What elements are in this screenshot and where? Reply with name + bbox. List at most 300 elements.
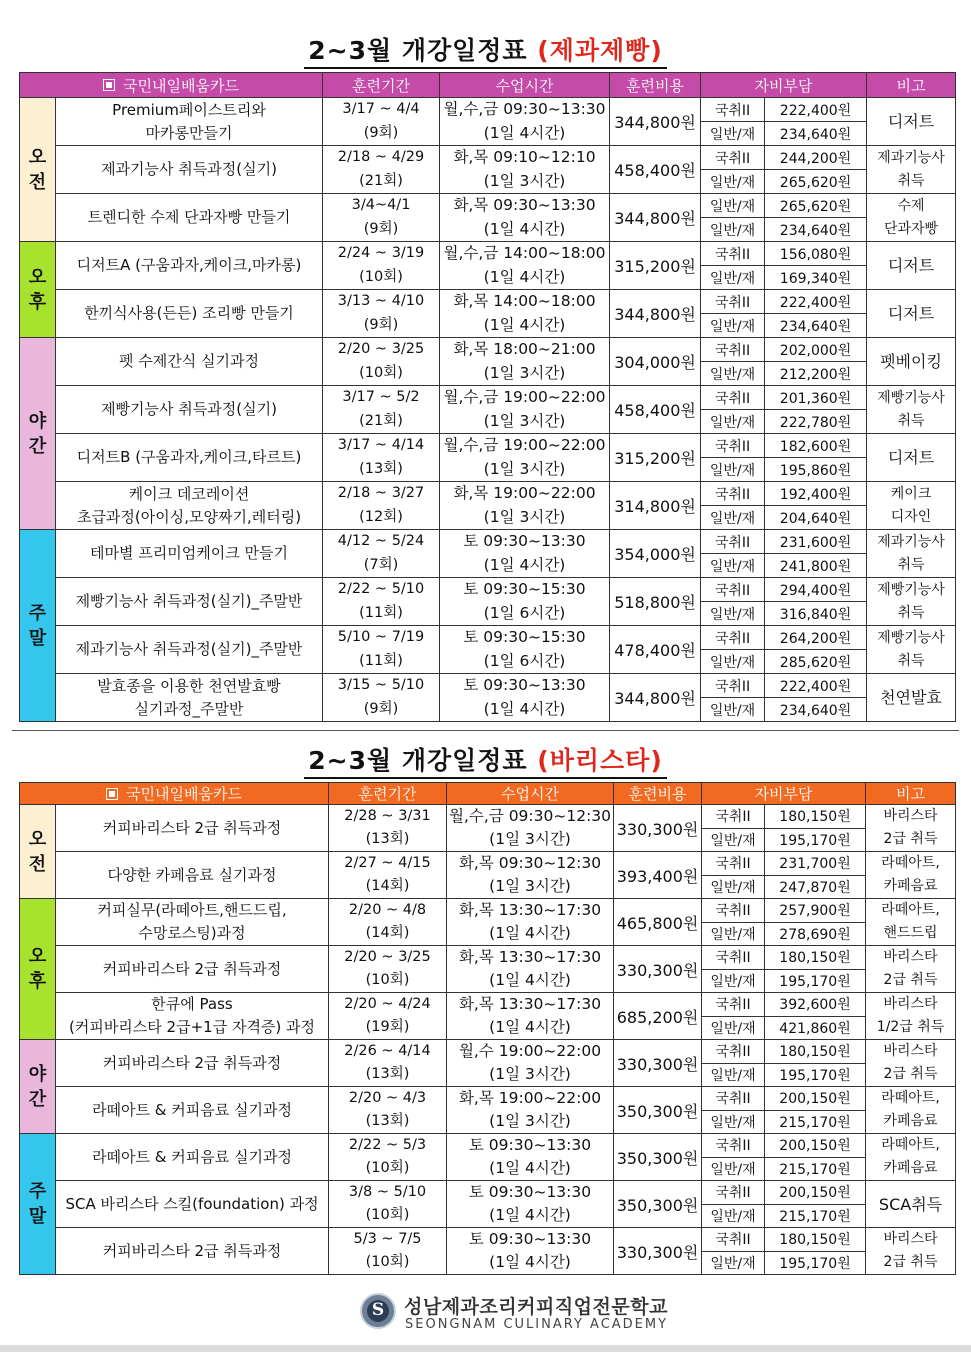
session-count: (9회) [323,122,440,146]
session-count: (11회) [323,650,440,674]
note [867,338,956,386]
course-name-line: SCA 바리스타 스킬(foundation) 과정 [65,1194,319,1213]
note [866,993,956,1040]
header-period: 훈련기간 [329,783,447,805]
training-fee: 393,400원 [614,852,702,899]
self-pay-type: 국취II [702,1134,765,1158]
session-char: 간 [28,1088,47,1110]
training-period: 2/20 ~ 3/25 [323,338,440,362]
session-count: (9회) [323,218,440,242]
course-name-line: 커피바리스타 2급 취득과정 [102,1053,282,1072]
self-pay-type: 일반/재 [701,194,765,218]
self-pay-amount: 222,400원 [765,290,867,314]
self-pay-type: 일반/재 [702,1063,765,1087]
course-name-line: 제빵기능사 취득과정(실기) [101,400,277,418]
self-pay-amount: 265,620원 [765,170,867,194]
note-line: 제과기능사 [877,533,945,550]
training-period: 5/10 ~ 7/19 [323,626,440,650]
course-name [56,1134,329,1181]
self-pay-type: 일반/재 [701,314,765,338]
training-period: 3/8 ~ 5/10 [329,1181,447,1205]
session-count: (10회) [323,362,440,386]
table-row [20,899,956,923]
table-row [20,805,956,829]
daily-hours: (1일 4시간) [440,266,610,290]
self-pay-amount: 182,600원 [765,434,867,458]
self-pay-amount: 195,170원 [765,828,866,852]
note-line: 단과자빵 [883,220,939,237]
session-label [20,805,56,899]
session-char: 야 [28,410,47,432]
session-count: (9회) [323,698,440,722]
page-bottom-bar [0,1345,971,1352]
note-line: 1/2급 취득 [876,1019,945,1035]
training-period: 5/3 ~ 7/5 [329,1228,447,1252]
header-fee: 훈련비용 [610,73,701,98]
course-name-line: Premium페이스트리와 [112,100,266,119]
session-char: 오 [28,266,47,288]
training-period: 2/20 ~ 4/8 [329,899,447,923]
self-pay-amount: 156,080원 [765,242,867,266]
note-line: 2급 취득 [883,831,938,847]
course-name-line: 커피실무(라떼아트,핸드드립, [97,901,287,919]
note-line: 바리스타 [883,996,938,1012]
class-days-time: 화,목 19:00~22:00 [447,1087,614,1111]
note-line: 2급 취득 [883,1254,938,1270]
self-pay-amount: 392,600원 [765,993,866,1017]
note-line: 라떼아트, [881,855,940,871]
self-pay-amount: 180,150원 [765,1228,866,1252]
self-pay-type: 일반/재 [701,458,765,482]
session-char: 주 [28,1181,47,1202]
training-fee: 304,000원 [610,338,701,386]
note [866,1087,956,1134]
session-label [20,98,56,242]
note-line: 카페음료 [883,1160,938,1176]
note-line: 취득 [897,652,925,669]
daily-hours: (1일 3시간) [440,410,610,434]
training-period: 2/18 ~ 4/29 [323,146,440,170]
note [866,805,956,852]
course-name [56,386,323,434]
bakery-schedule-table [19,72,956,722]
self-pay-amount: 257,900원 [765,899,866,923]
note [866,852,956,899]
self-pay-amount: 215,170원 [765,1110,866,1134]
self-pay-amount: 195,860원 [765,458,867,482]
header-self-pay: 자비부담 [701,73,867,98]
self-pay-amount: 278,690원 [765,922,866,946]
training-period: 2/22 ~ 5/3 [329,1134,447,1158]
session-count: (10회) [323,266,440,290]
note-line: 라떼아트, [881,1090,940,1106]
self-pay-type: 일반/재 [701,266,765,290]
course-name-line: 한끼식사용(든든) 조리빵 만들기 [84,304,294,322]
training-period: 2/26 ~ 4/14 [329,1040,447,1064]
self-pay-type: 국취II [701,530,765,554]
self-pay-type: 국취II [701,146,765,170]
self-pay-amount: 222,400원 [765,674,867,698]
self-pay-type: 일반/재 [701,506,765,530]
note [866,1181,956,1228]
header-note: 비고 [866,783,956,805]
course-name-line: 실기과정_주말반 [134,699,244,718]
class-days-time: 화,목 09:10~12:10 [440,146,610,170]
table-row [20,290,956,314]
class-days-time: 화,목 13:30~17:30 [447,946,614,970]
self-pay-amount: 204,640원 [765,506,867,530]
training-period: 2/20 ~ 3/25 [329,946,447,970]
course-name-line: 테마별 프리미엄케이크 만들기 [90,544,288,562]
training-fee: 330,300원 [614,1040,702,1087]
session-char: 말 [28,1206,47,1227]
table-row [20,434,956,458]
note [866,1228,956,1275]
self-pay-amount: 294,400원 [765,578,867,602]
course-name-line: 발효종을 이용한 천연발효빵 [97,676,281,695]
course-name [56,194,323,242]
note [867,386,956,434]
self-pay-amount: 241,800원 [765,554,867,578]
note-line: 2급 취득 [883,1066,938,1082]
note-line: 카페음료 [883,1113,938,1129]
table-row [20,578,956,602]
class-days-time: 월,수,금 19:00~22:00 [440,434,610,458]
session-label [20,242,56,338]
class-days-time: 월,수,금 09:30~12:30 [447,805,614,829]
daily-hours: (1일 4시간) [447,1251,614,1275]
course-name-line: 라떼아트 & 커피음료 실기과정 [92,1100,292,1119]
session-count: (13회) [329,1063,447,1087]
session-count: (13회) [323,458,440,482]
course-name-line: 커피바리스타 2급 취득과정 [102,959,282,978]
note [867,290,956,338]
self-pay-amount: 201,360원 [765,386,867,410]
course-name [56,899,329,946]
note-line: 제빵기능사 [877,581,945,598]
note [866,946,956,993]
session-char: 전 [28,853,47,875]
note-line: 제빵기능사 [877,629,945,646]
session-char: 후 [28,291,47,313]
session-count: (21회) [323,410,440,434]
training-fee: 344,800원 [610,194,701,242]
self-pay-type: 국취II [701,386,765,410]
session-count: (10회) [329,969,447,993]
self-pay-type: 일반/재 [702,828,765,852]
training-period: 3/4~4/1 [323,194,440,218]
training-fee: 315,200원 [610,434,701,482]
self-pay-type: 일반/재 [702,1016,765,1040]
table-row [20,482,956,506]
class-days-time: 화,목 18:00~21:00 [440,338,610,362]
training-fee: 354,000원 [610,530,701,578]
self-pay-type: 국취II [702,946,765,970]
course-name-line: 케이크 데코레이션 [128,484,250,503]
course-name-line: 다양한 카페음료 실기과정 [107,865,277,884]
class-days-time: 월,수 19:00~22:00 [447,1040,614,1064]
table-row [20,1228,956,1252]
session-char: 간 [28,435,47,457]
daily-hours: (1일 6시간) [440,650,610,674]
training-fee: 518,800원 [610,578,701,626]
course-name-line: 트렌디한 수제 단과자빵 만들기 [87,208,291,226]
note-line: 디저트 [887,112,935,131]
table-row [20,338,956,362]
class-days-time: 토 09:30~13:30 [440,674,610,698]
note-line: 디저트 [887,448,935,467]
course-name [56,852,329,899]
class-days-time: 화,목 09:30~13:30 [440,194,610,218]
self-pay-type: 국취II [702,1087,765,1111]
table-row [20,98,956,122]
class-days-time: 화,목 13:30~17:30 [447,993,614,1017]
self-pay-amount: 234,640원 [765,698,867,722]
course-name-line: 디저트B (구움과자,케이크,타르트) [76,448,302,466]
session-count: (13회) [329,1110,447,1134]
session-count: (9회) [323,314,440,338]
class-days-time: 월,수,금 09:30~13:30 [440,98,610,122]
training-fee: 458,400원 [610,386,701,434]
bakery-title-sub: (제과제빵) [537,36,663,65]
session-count: (10회) [329,1251,447,1275]
training-period: 2/18 ~ 3/27 [323,482,440,506]
note [866,899,956,946]
self-pay-type: 일반/재 [701,122,765,146]
self-pay-type: 국취II [701,98,765,122]
table-row [20,626,956,650]
self-pay-amount: 316,840원 [765,602,867,626]
session-char: 오 [28,946,47,967]
table-row [20,674,956,698]
session-count: (10회) [329,1157,447,1181]
note-line: 제빵기능사 [877,389,945,406]
daily-hours: (1일 4시간) [440,554,610,578]
self-pay-type: 국취II [701,290,765,314]
table-row [20,1087,956,1111]
school-logo-icon [360,1293,396,1329]
training-fee: 314,800원 [610,482,701,530]
training-period: 2/20 ~ 4/3 [329,1087,447,1111]
note-line: 카페음료 [883,878,938,894]
self-pay-type: 일반/재 [701,698,765,722]
table-row [20,242,956,266]
self-pay-type: 국취II [702,1228,765,1252]
course-name-line: 제빵기능사 취득과정(실기)_주말반 [75,592,303,610]
course-name-line: 마카롱만들기 [145,123,233,142]
self-pay-amount: 215,170원 [765,1157,866,1181]
self-pay-amount: 231,600원 [765,530,867,554]
header-note: 비고 [867,73,956,98]
training-fee: 458,400원 [610,146,701,194]
self-pay-amount: 195,170원 [765,1251,866,1275]
self-pay-amount: 169,340원 [765,266,867,290]
training-period: 4/12 ~ 5/24 [323,530,440,554]
school-name-en: SEONGNAM CULINARY ACADEMY [405,1317,669,1332]
session-label [20,1040,56,1134]
self-pay-type: 국취II [701,578,765,602]
self-pay-amount: 180,150원 [765,946,866,970]
training-period: 2/28 ~ 3/31 [329,805,447,829]
session-label [20,1134,56,1275]
session-char: 오 [28,828,47,850]
self-pay-type: 일반/재 [701,410,765,434]
header-time: 수업시간 [447,783,614,805]
self-pay-type: 일반/재 [701,554,765,578]
self-pay-amount: 231,700원 [765,852,866,876]
note [867,98,956,146]
session-count: (11회) [323,602,440,626]
self-pay-amount: 234,640원 [765,122,867,146]
course-name [56,146,323,194]
training-period: 3/13 ~ 4/10 [323,290,440,314]
card-icon [106,788,118,800]
table-row [20,1134,956,1158]
course-name-line: 라떼아트 & 커피음료 실기과정 [92,1147,292,1166]
note-line: 바리스타 [883,1231,938,1247]
self-pay-amount: 195,170원 [765,1063,866,1087]
daily-hours: (1일 4시간) [447,1157,614,1181]
session-count: (14회) [329,922,447,946]
table-row [20,386,956,410]
self-pay-type: 국취II [701,674,765,698]
note [866,1040,956,1087]
self-pay-type: 일반/재 [702,875,765,899]
course-name-line: (커피바리스타 2급+1급 자격증) 과정 [68,1018,316,1036]
self-pay-type: 일반/재 [701,602,765,626]
school-name-kr: 성남제과조리커피직업전문학교 [404,1296,668,1318]
training-fee: 330,300원 [614,805,702,852]
table-row [20,993,956,1017]
session-count: (7회) [323,554,440,578]
note-line: 케이크 [890,485,932,502]
note-line: 취득 [897,412,925,429]
barista-title-sub: (바리스타) [537,746,663,775]
self-pay-amount: 244,200원 [765,146,867,170]
session-count: (19회) [329,1016,447,1040]
self-pay-type: 일반/재 [702,1204,765,1228]
self-pay-amount: 200,150원 [765,1134,866,1158]
class-days-time: 화,목 14:00~18:00 [440,290,610,314]
bakery-title [0,36,971,69]
daily-hours: (1일 3시간) [447,828,614,852]
training-fee: 330,300원 [614,946,702,993]
course-name [56,338,323,386]
training-fee: 315,200원 [610,242,701,290]
note-line: 취득 [897,604,925,621]
daily-hours: (1일 4시간) [440,314,610,338]
self-pay-amount: 234,640원 [765,314,867,338]
training-fee: 478,400원 [610,626,701,674]
self-pay-type: 국취II [702,1040,765,1064]
note-line: 바리스타 [883,1043,938,1059]
header-self-pay: 자비부담 [702,783,866,805]
note-line: 디자인 [890,508,932,525]
training-fee: 344,800원 [610,674,701,722]
training-fee: 344,800원 [610,290,701,338]
course-name [56,1181,329,1228]
self-pay-amount: 247,870원 [765,875,866,899]
course-name [56,290,323,338]
note-line: 수제 [897,197,925,214]
barista-schedule-table [19,782,956,1275]
self-pay-amount: 421,860원 [765,1016,866,1040]
course-name [56,626,323,674]
course-name-line: 제과기능사 취득과정(실기) [101,160,277,178]
class-days-time: 월,수,금 19:00~22:00 [440,386,610,410]
training-period: 2/27 ~ 4/15 [329,852,447,876]
course-name-line: 수망로스팅)과정 [138,924,246,942]
note-line: 취득 [897,556,925,573]
class-days-time: 토 09:30~15:30 [440,626,610,650]
header-period: 훈련기간 [323,73,440,98]
note-line: 바리스타 [883,949,938,965]
table-row [20,1181,956,1205]
table-row [20,852,956,876]
note [867,530,956,578]
note [867,434,956,482]
training-period: 3/17 ~ 5/2 [323,386,440,410]
self-pay-amount: 200,150원 [765,1181,866,1205]
self-pay-type: 일반/재 [701,218,765,242]
session-count: (13회) [329,828,447,852]
session-count: (10회) [329,1204,447,1228]
self-pay-amount: 215,170원 [765,1204,866,1228]
course-name-line: 초급과정(아이싱,모양짜기,레터링) [76,507,302,526]
daily-hours: (1일 4시간) [447,922,614,946]
daily-hours: (1일 3시간) [447,1063,614,1087]
daily-hours: (1일 4시간) [440,122,610,146]
note [867,242,956,290]
self-pay-type: 국취II [701,242,765,266]
class-days-time: 토 09:30~13:30 [447,1134,614,1158]
note-line: 디저트 [887,304,935,323]
daily-hours: (1일 4시간) [447,969,614,993]
session-char: 후 [28,971,47,992]
course-name [56,1228,329,1275]
self-pay-amount: 234,640원 [765,218,867,242]
self-pay-type: 국취II [702,1181,765,1205]
training-period: 3/17 ~ 4/14 [323,434,440,458]
class-days-time: 토 09:30~13:30 [447,1228,614,1252]
table-row [20,194,956,218]
self-pay-amount: 195,170원 [765,969,866,993]
self-pay-amount: 285,620원 [765,650,867,674]
session-char: 주 [28,602,47,624]
header-fee: 훈련비용 [614,783,702,805]
daily-hours: (1일 3시간) [440,458,610,482]
self-pay-type: 일반/재 [702,1157,765,1181]
self-pay-amount: 180,150원 [765,1040,866,1064]
daily-hours: (1일 3시간) [447,875,614,899]
course-name [56,434,323,482]
class-days-time: 토 09:30~13:30 [440,530,610,554]
course-name [56,946,329,993]
course-name [56,805,329,852]
note [867,674,956,722]
self-pay-type: 일반/재 [702,969,765,993]
course-name-line: 한큐에 Pass [151,995,233,1013]
class-days-time: 화,목 13:30~17:30 [447,899,614,923]
self-pay-type: 일반/재 [701,362,765,386]
self-pay-amount: 192,400원 [765,482,867,506]
note [867,146,956,194]
training-fee: 350,300원 [614,1181,702,1228]
training-fee: 685,200원 [614,993,702,1040]
class-days-time: 토 09:30~13:30 [447,1181,614,1205]
daily-hours: (1일 4시간) [440,698,610,722]
training-period: 3/15 ~ 5/10 [323,674,440,698]
